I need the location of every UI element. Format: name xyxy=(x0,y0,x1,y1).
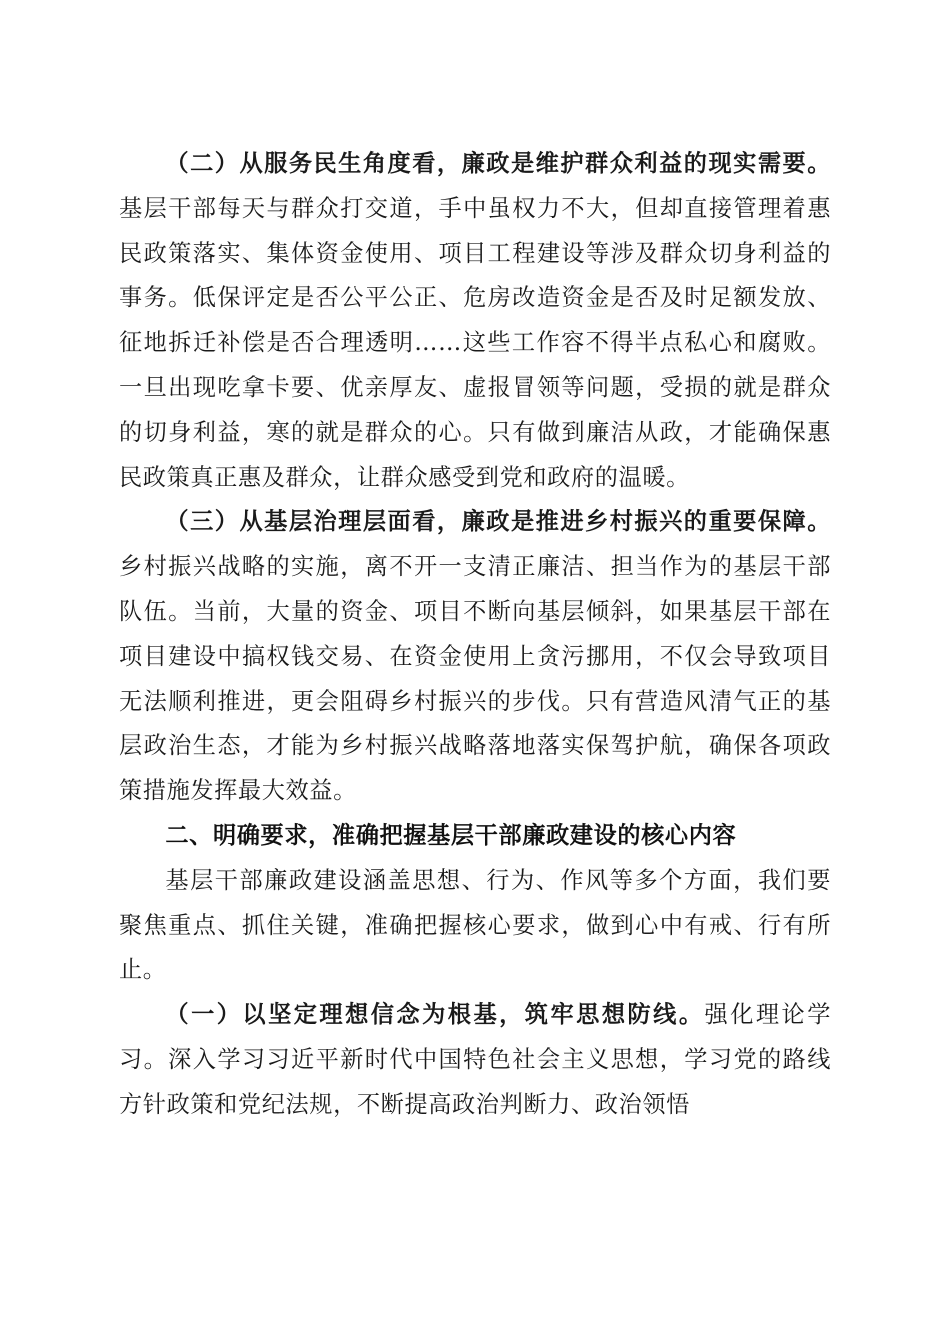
section-intro: 基层干部廉政建设涵盖思想、行为、作风等多个方面，我们要聚焦重点、抓住关键，准确把握核心要求，做到心中有戒、行有所止。 xyxy=(119,866,831,984)
paragraph-lead: （二）从服务民生角度看，廉政是维护群众利益的现实需要。 xyxy=(165,150,831,177)
paragraph-text: 强化理论学习。深入学习习近平新时代中国特色社会主义思想，学习党的路线方针政策和党纪法规，不断提高政治判断力、政治领悟 xyxy=(119,1001,831,1118)
paragraph-lead: （三）从基层治理层面看，廉政是推进乡村振兴的重要保障。 xyxy=(165,508,831,536)
paragraph-text: 乡村振兴战略的实施，离不开一支清正廉洁、担当作为的基层干部队伍。当前，大量的资金、项目不断向基层倾斜，如果基层干部在项目建设中搞权钱交易、在资金使用上贪污挪用，不仅会导致项目无法顺利推进，更会阻碍乡村振兴的步伐。只有营造风清气正的基层政治生态，才能为乡村振兴战略落地落实保驾护航，确保各项政策措施发挥最大效益。 xyxy=(119,553,831,805)
paragraph-grassroots-governance xyxy=(119,500,831,814)
paragraph-lead: （一）以坚定理想信念为根基，筑牢思想防线。 xyxy=(165,1001,705,1029)
paragraph-ideals-beliefs xyxy=(119,993,831,1127)
paragraph-people-livelihood xyxy=(119,142,831,500)
section-heading: 二、明确要求，准确把握基层干部廉政建设的核心内容 xyxy=(165,821,737,849)
document-body xyxy=(119,142,831,1128)
paragraph-text: 基层干部每天与群众打交道，手中虽权力不大，但却直接管理着惠民政策落实、集体资金使用、项目工程建设等涉及群众切身利益的事务。低保评定是否公平公正、危房改造资金是否及时足额发放、征地拆迁补偿是否合理透明……这些工作容不得半点私心和腐败。一旦出现吃拿卡要、优亲厚友、虚报冒领等问题，受损的就是群众的切身利益，寒的就是群众的心。只有做到廉洁从政，才能确保惠民政策真正惠及群众，让群众感受到党和政府的温暖。 xyxy=(119,194,831,491)
